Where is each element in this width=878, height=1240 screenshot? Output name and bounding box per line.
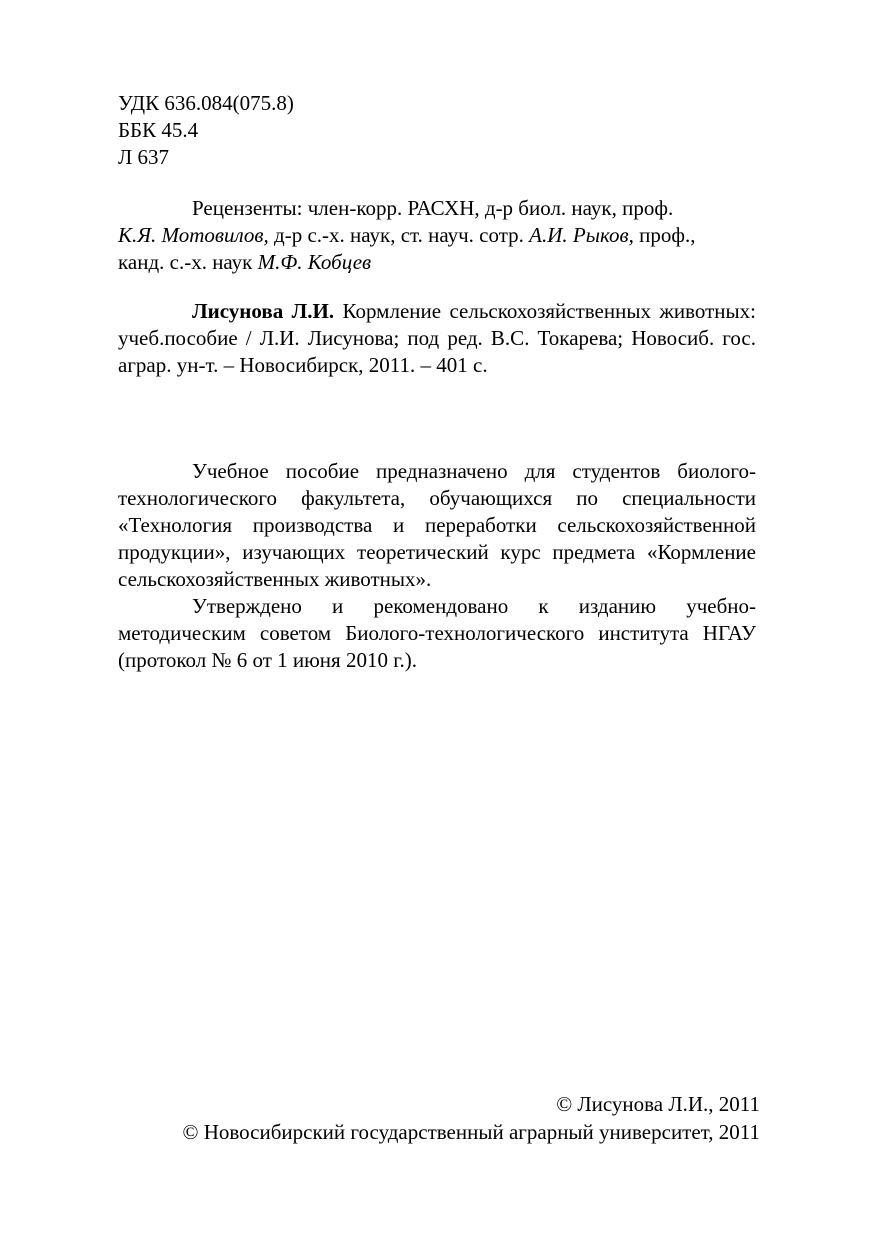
copyright-block xyxy=(183,1090,760,1146)
bbk-code: ББК 45.4 xyxy=(118,118,199,142)
reviewer-title-3: проф., xyxy=(633,223,696,247)
annotation-block xyxy=(118,458,756,674)
reviewer-name-2: А.И. Рыков, xyxy=(529,223,634,247)
bibliographic-record xyxy=(118,298,756,379)
reviewer-title-2: д-р с.-х. наук, ст. науч. сотр. xyxy=(268,223,530,247)
reviewer-title-4: канд. с.-х. наук xyxy=(118,250,258,274)
annotation-paragraph-1: Учебное пособие предназначено для студентов биолого-технологического факультета, обучающихся по специальности «Технология производства и переработки сельскохозяйственной продукции», изучающих теоретический курс предмета «Кормление сельскохозяйственных животных». xyxy=(118,459,756,591)
annotation-paragraph-2: Утверждено и рекомендовано к изданию учебно-методическим советом Биолого-технологического института НГАУ (протокол № 6 от 1 июня 2010 г.). xyxy=(118,594,756,672)
bibliographic-description: Кормление сельскохозяйственных животных: учеб.пособие / Л.И. Лисунова; под ред. В.С. Токарева; Новосиб. гос. аграр. ун-т. – Новосибирск, 2011. – 401 с. xyxy=(118,299,756,377)
udk-code: УДК 636.084(075.8) xyxy=(118,91,294,115)
bibliographic-author: Лисунова Л.И. xyxy=(192,299,335,323)
classification-codes xyxy=(118,90,294,171)
author-mark: Л 637 xyxy=(118,145,169,169)
reviewer-name-3: М.Ф. Кобцев xyxy=(257,250,372,274)
reviewers-line-3 xyxy=(118,249,756,276)
copyright-author: © Лисунова Л.И., 2011 xyxy=(556,1092,760,1116)
copyright-university: © Новосибирский государственный аграрный университет, 2011 xyxy=(182,1120,760,1144)
bibliographic-text xyxy=(118,298,756,379)
reviewers-line-2 xyxy=(118,222,756,249)
reviewers-line-1: Рецензенты: член-корр. РАСХН, д-р биол. наук, проф. xyxy=(192,196,674,220)
reviewers-block xyxy=(118,195,756,276)
reviewer-name-1: К.Я. Мотовилов, xyxy=(118,223,269,247)
